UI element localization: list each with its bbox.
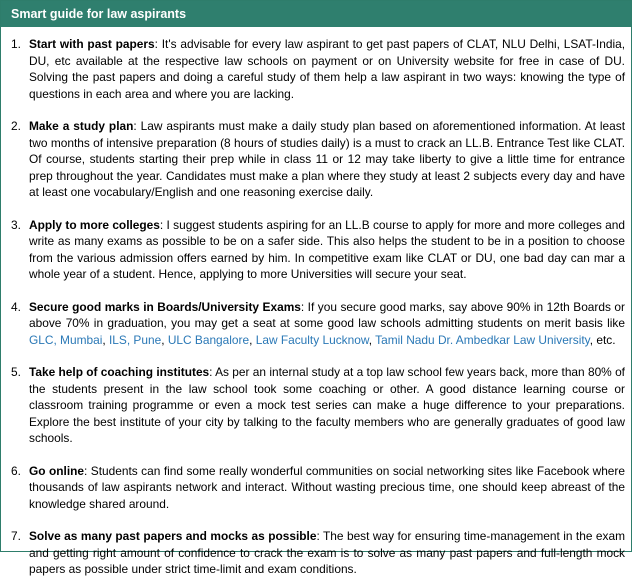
- separator: ,: [368, 332, 376, 347]
- link-ils-pune[interactable]: ILS, Pune: [108, 332, 162, 347]
- guide-list: [1, 27, 631, 578]
- link-tamil-nadu-ambedkar-law-university[interactable]: Tamil Nadu Dr. Ambedkar Law University: [375, 332, 590, 347]
- item-title: Apply to more colleges: [29, 217, 160, 232]
- list-item: [1, 463, 625, 513]
- item-title: Go online: [29, 463, 84, 478]
- list-item: [1, 364, 625, 447]
- item-title: Make a study plan: [29, 119, 134, 133]
- item-number: 6.: [11, 463, 21, 478]
- item-number: 4.: [11, 299, 21, 314]
- list-item: [1, 299, 625, 349]
- list-item: [1, 118, 625, 201]
- item-body: : As per an internal study at a top law school few years back, more than 80% of the students present in the law school took some coaching or other. A good distance learning course or classroom training programme or even a mock test series can make a huge difference to your preparations. Explore the best institute of your city by talking to the faculty members who are generally graduates of good law schools.: [29, 365, 625, 445]
- item-ending: , etc.: [589, 332, 616, 347]
- item-number: 5.: [11, 365, 21, 379]
- item-title: Solve as many past papers and mocks as possible: [29, 529, 317, 543]
- link-ulc-bangalore[interactable]: ULC Bangalore: [167, 332, 250, 347]
- link-glc-mumbai[interactable]: GLC, Mumbai: [29, 332, 103, 347]
- item-number: 7.: [11, 529, 21, 543]
- item-number: 2.: [11, 119, 21, 133]
- item-number: 1.: [11, 37, 21, 51]
- item-body: : I suggest students aspiring for an LL.B course to apply for more and more colleges and write as many exams as possible to be on a safer side. This also helps the student to be in a position to choose from the various admission offers earned by him. In competitive exam like CLAT or DU, one bad day can mar a whole year of a student. Hence, applying to more Universities will secure your seat.: [29, 217, 625, 281]
- list-item: [1, 528, 625, 578]
- item-body: : It's advisable for every law aspirant to get past papers of CLAT, NLU Delhi, LSAT-India, DU, etc available at the respective law schools on payment or on University website for free in case of DU. Solving the past papers and doing a careful study of them help a law aspirant in two ways: knowing the type of questions in each area and where you are lacking.: [29, 37, 625, 101]
- item-title: Take help of coaching institutes: [29, 365, 210, 379]
- separator: ,: [161, 332, 168, 347]
- link-law-faculty-lucknow[interactable]: Law Faculty Lucknow: [255, 332, 369, 347]
- item-title: Start with past papers: [29, 37, 155, 51]
- list-item: [1, 217, 625, 283]
- item-number: 3.: [11, 217, 21, 232]
- item-body: : If you secure good marks, say above 90% in 12th Boards or above 70% in graduation, you may get a seat at some good law schools admitting students on merit basis like: [29, 299, 626, 330]
- item-title: Secure good marks in Boards/University Exams: [29, 299, 301, 314]
- separator: ,: [249, 332, 256, 347]
- item-body: : Law aspirants must make a daily study plan based on aforementioned information. At least two months of intensive preparation (8 hours of studies daily) is a must to crack an LL.B. Entrance Test like CLAT. Of course, students starting their prep while in class 11 or 12 may take liberty to give a little time for entrance prep throughout the year. Candidates must make a plan where they study at least 2 subjects every day and have at least one vocabulary/English and one reasoning exercise daily.: [29, 119, 626, 199]
- separator: ,: [102, 332, 109, 347]
- guide-header: Smart guide for law aspirants: [1, 1, 631, 27]
- item-body: : Students can find some really wonderful communities on social networking sites like Facebook where thousands of law aspirants network and interact. Without wasting precious time, one should keep abreast of the knowledge shared around.: [29, 463, 625, 511]
- list-item: [1, 36, 625, 102]
- item-body: : The best way for ensuring time-management in the exam and getting right amount of confidence to crack the exam is to solve as many past papers and full-length mock papers as possible under strict time-limit and exam conditions.: [29, 529, 625, 576]
